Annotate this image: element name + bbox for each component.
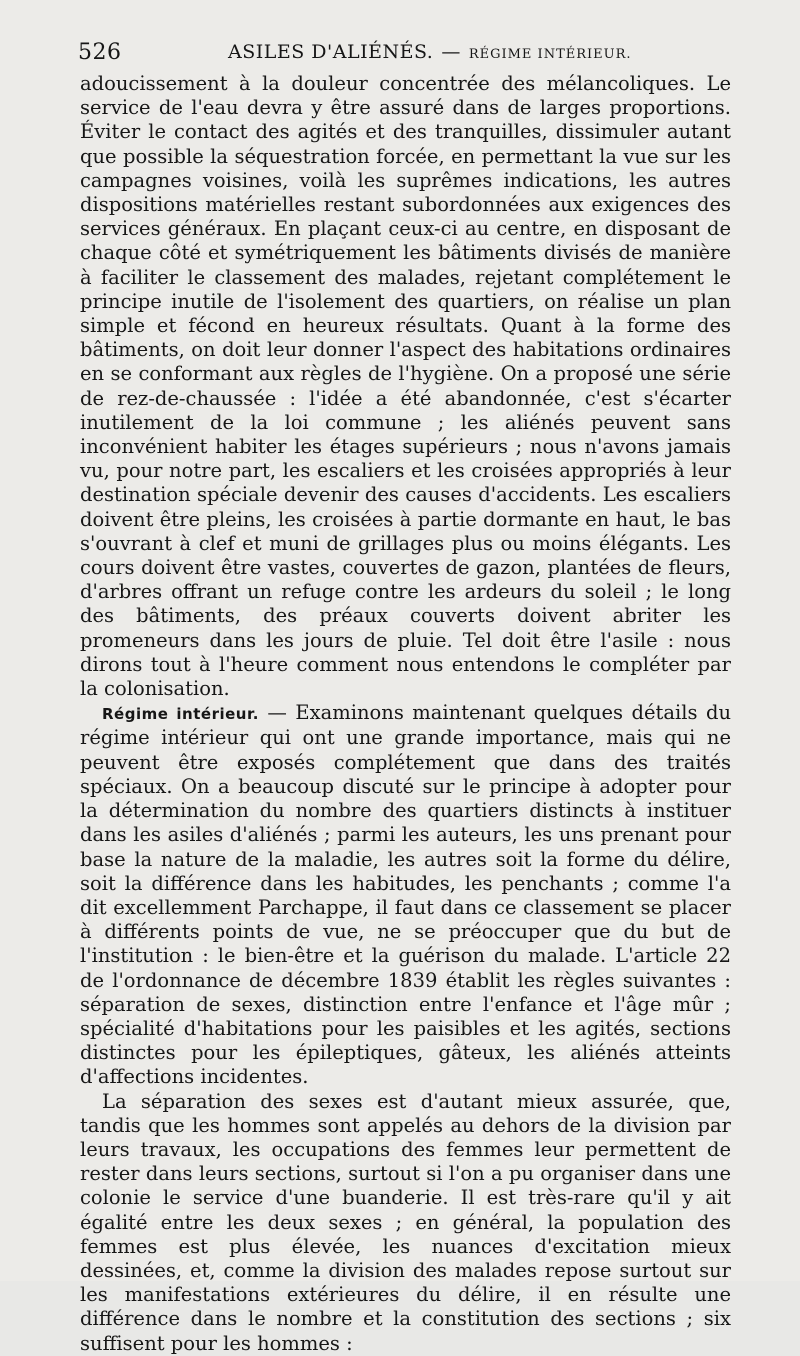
paragraph-1: adoucissement à la douleur concentrée des mélancoliques. Le service de l'eau devra y être assuré dans de larges proportions. Éviter le contact des agités et des tranquilles, dissimuler autant que possible la séquestration forcée, en permettant la vue sur les campagnes voisines, voilà les suprêmes indications, les autres dispositions matérielles restant subordonnées aux exigences des services généraux. En plaçant ceux-ci au centre, en disposant de chaque côté et symétriquement les bâtiments divisés de manière à faciliter le classement des malades, rejetant complétement le principe inutile de l'isolement des quartiers, on réalise un plan simple et fécond en heureux résultats. Quant à la forme des bâtiments, on doit leur donner l'aspect des habitations ordinaires en se conformant aux règles de l'hygiène. On a proposé une série de rez-de-chaussée : l'idée a été abandonnée, c'est s'écarter inutilement de la loi commune ; les aliénés peuvent sans inconvénient habiter les étages supérieurs ; nous n'avons jamais vu, pour notre part, les escaliers et les croisées appropriés à leur destination spéciale devenir des causes d'accidents. Les escaliers doivent être pleins, les croisées à partie dormante en haut, le bas s'ouvrant à clef et muni de grillages plus ou moins élégants. Les cours doivent être vastes, couvertes de gazon, plantées de fleurs, d'arbres offrant un refuge contre les ardeurs du soleil ; le long des bâtiments, des préaux couverts doivent abriter les promeneurs dans les jours de pluie. Tel doit être l'asile : nous dirons tout à l'heure comment nous entendons le compléter par la colonisation. xyxy=(80,72,731,701)
page-body xyxy=(80,72,731,1356)
running-head-section: RÉGIME INTÉRIEUR. xyxy=(468,47,632,62)
paragraph-3: La séparation des sexes est d'autant mieux assurée, que, tandis que les hommes sont appelés au dehors de la division par leurs travaux, les occupations des femmes leur permettent de rester dans leurs sections, surtout si l'on a pu organiser dans une colonie le service d'une buanderie. Il est très-rare qu'il y ait égalité entre les deux sexes ; en général, la population des femmes est plus élevée, les nuances d'excitation mieux dessinées, et, comme la division des malades repose surtout sur les manifestations extérieures du délire, il en résulte une différence dans le nombre et la constitution des sections ; six suffisent pour les hommes : xyxy=(80,1089,731,1355)
page-header xyxy=(78,40,738,70)
running-head-dash: — xyxy=(441,41,461,63)
paragraph-2-text: — Examinons maintenant quelques détails du régime intérieur qui ont une grande importance, mais qui ne peuvent être exposés complétement que dans des traités spéciaux. On a beaucoup discuté sur le principe à adopter pour la détermination du nombre des quartiers distincts à instituer dans les asiles d'aliénés ; parmi les auteurs, les uns prenant pour base la nature de la maladie, les autres soit la forme du délire, soit la différence dans les habitudes, les penchants ; comme l'a dit excellemment Parchappe, il faut dans ce classement se placer à différents points de vue, ne se préoccuper que du but de l'institution : le bien-être et la guérison du malade. L'article 22 de l'ordonnance de décembre 1839 établit les règles suivantes : séparation de sexes, distinction entre l'enfance et l'âge mûr ; spécialité d'habitations pour les paisibles et les agités, sections distinctes pour les épileptiques, gâteux, les aliénés atteints d'affections incidentes. xyxy=(80,701,732,1089)
running-head xyxy=(228,41,632,63)
page-number: 526 xyxy=(78,40,122,65)
running-head-title: ASILES D'ALIÉNÉS. xyxy=(228,41,434,63)
section-title: Régime intérieur. xyxy=(102,705,259,724)
paragraph-2 xyxy=(80,701,731,1089)
